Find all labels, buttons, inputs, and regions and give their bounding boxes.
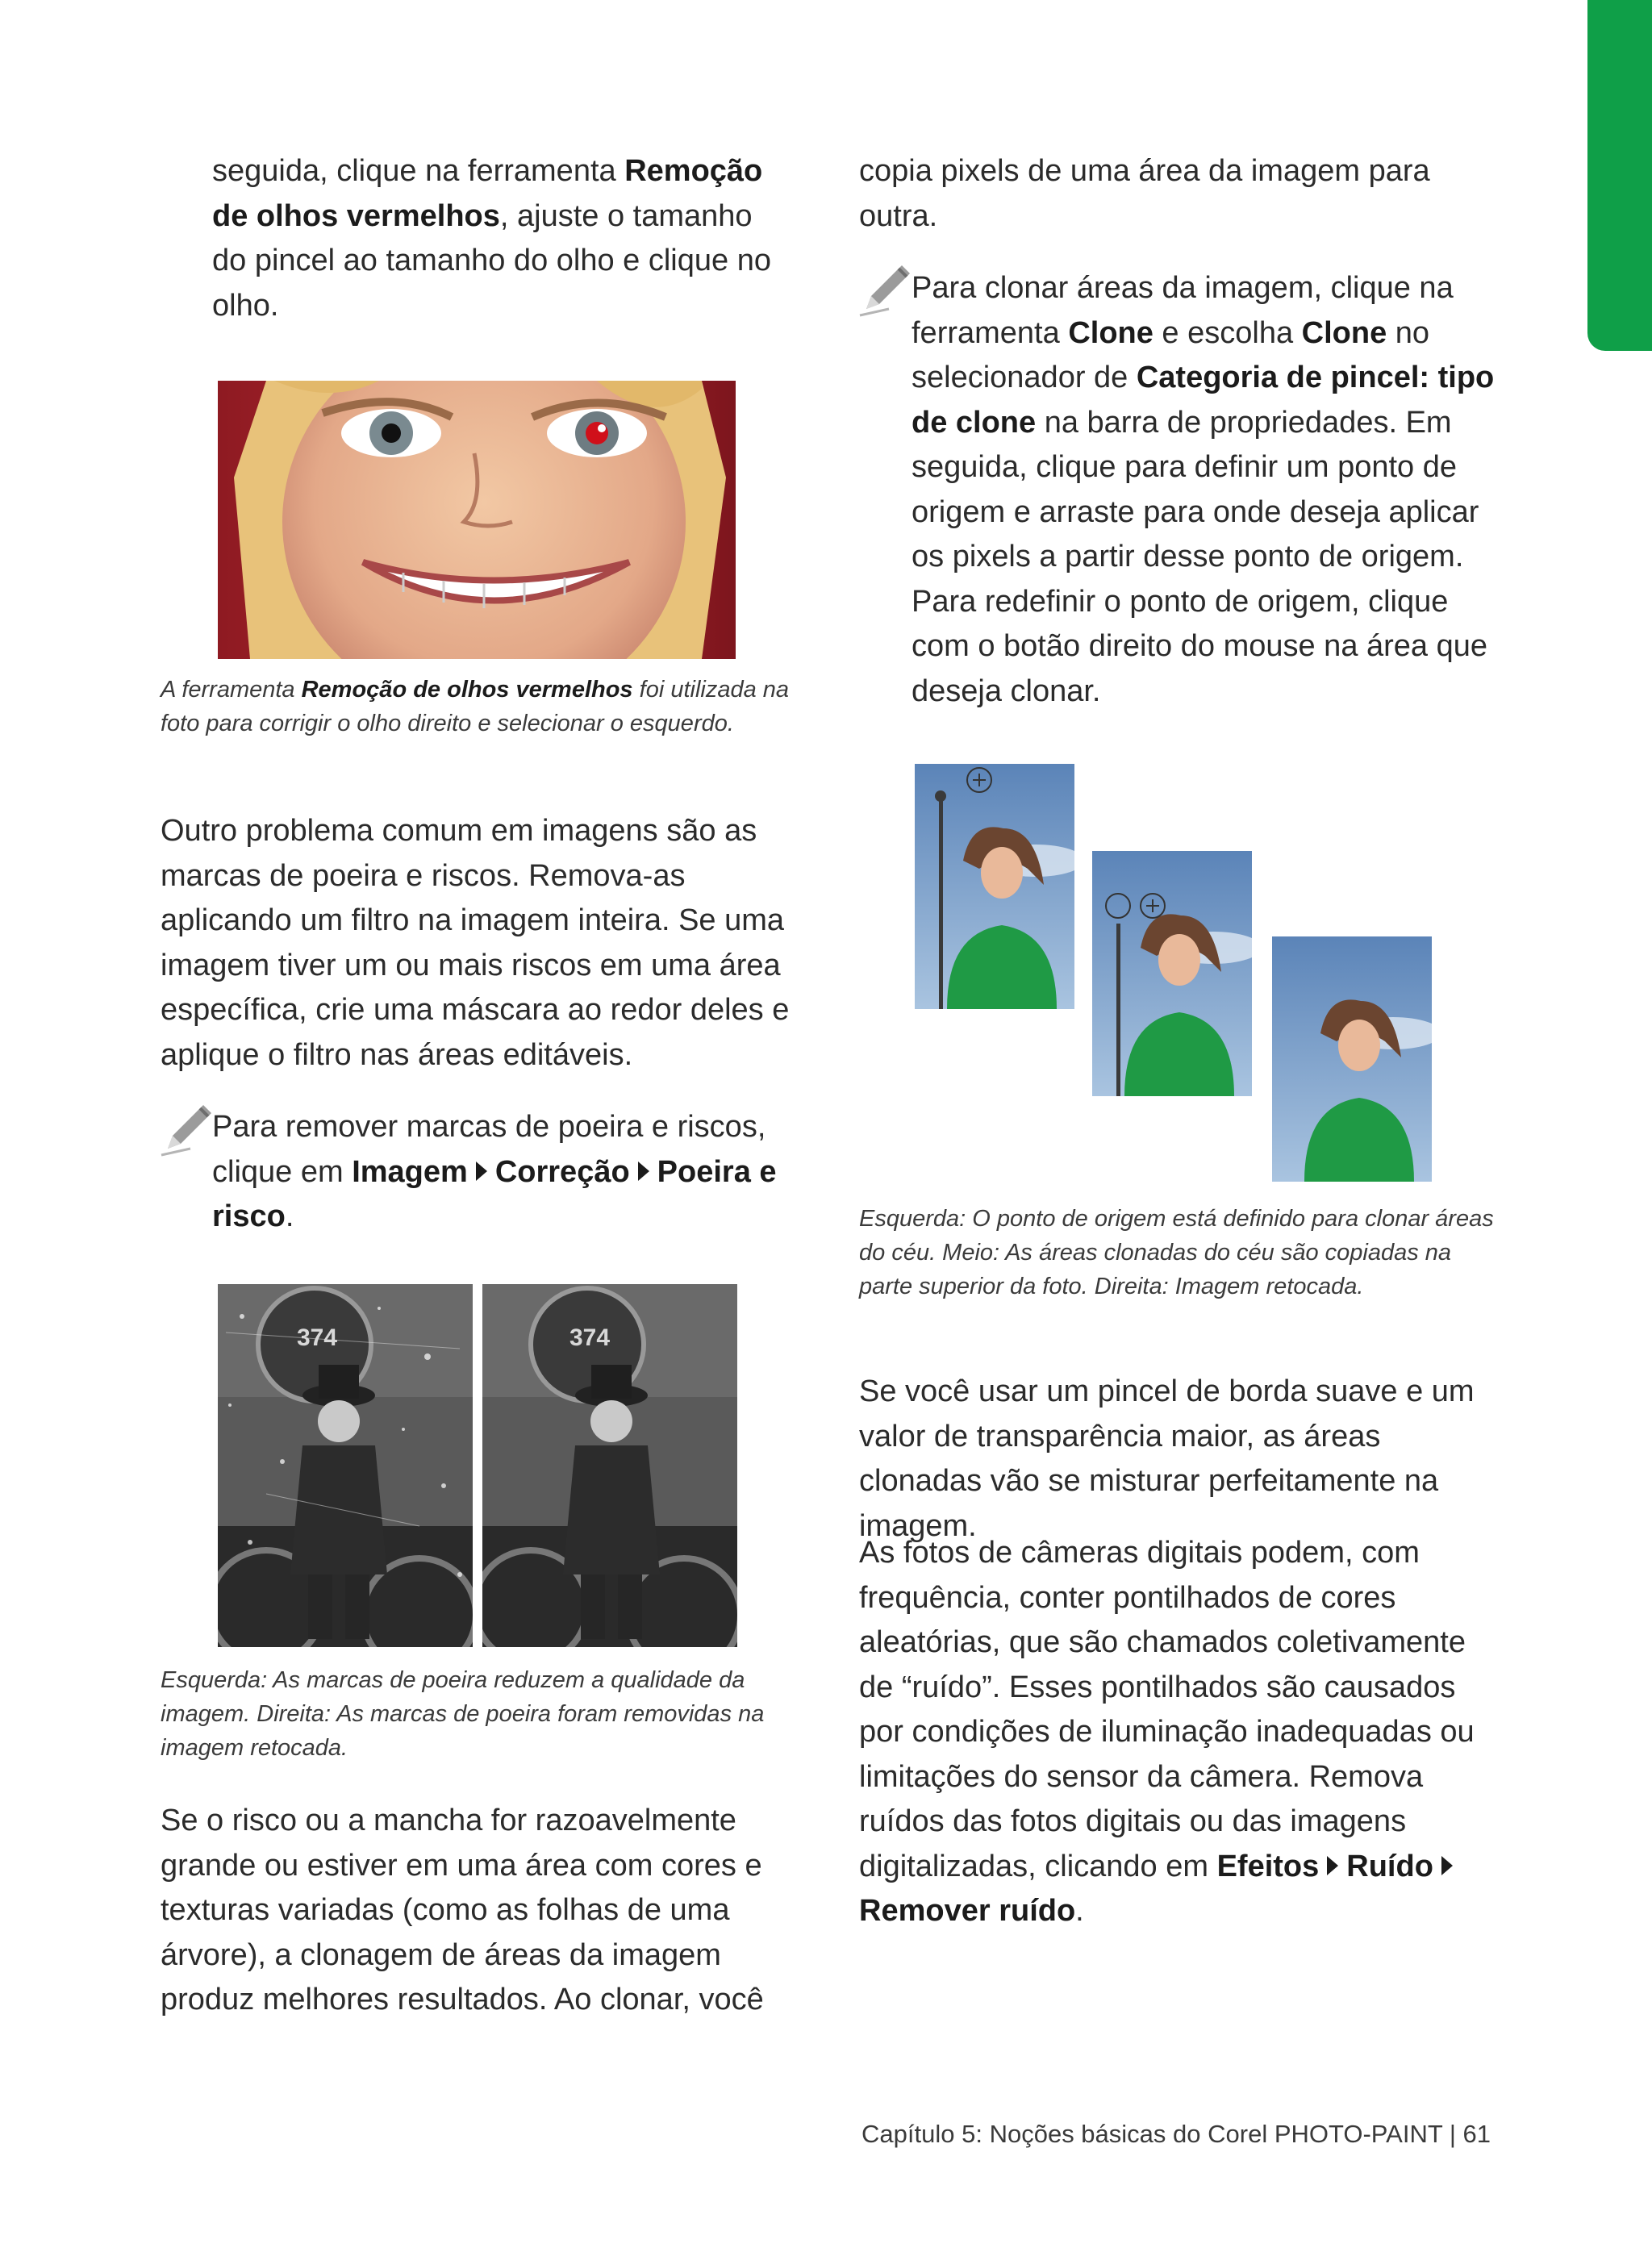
chapter-tab (1587, 0, 1652, 351)
right-paragraph-noise: As fotos de câmeras digitais podem, com frequência, conter pontilhados de cores aleatórias, que são chamados coletivamente de “ruído”. Esses pontilhados são causados por condições de iluminação inadequadas ou limitações do sensor da câmera. Remova ruídos das fotos digitais ou das imagens digitalizadas, clicando em Efeitos RuídoRemover ruído. (859, 1536, 1475, 1928)
left-paragraph-red-eye: seguida, clique na ferramenta Remoção de olhos vermelhos, ajuste o tamanho do pincel ao tamanho do olho e clique no olho. (212, 154, 771, 323)
tip-dust: Para remover marcas de poeira e riscos, clique em Imagem Correção Poeira e risco. (212, 1110, 777, 1233)
clone-retouched-photo (1272, 936, 1432, 1182)
clone-source-photo (915, 764, 1074, 1009)
right-paragraph-soft-brush: Se você usar um pincel de borda suave e um valor de transparência maior, as áreas clonadas vão se misturar perfeitamente na imagem. (859, 1374, 1475, 1543)
clone-middle-photo (1092, 851, 1252, 1096)
caption-dust: Esquerda: As marcas de poeira reduzem a qualidade da imagem. Direita: As marcas de poeira foram removidas na imagem retocada. (161, 1667, 765, 1761)
train-number-label: 374 (569, 1324, 611, 1351)
arrow-right-icon (1441, 1856, 1453, 1875)
caption-red-eye: A ferramenta Remoção de olhos vermelhos foi utilizada na foto para corrigir o olho direito e selecionar o esquerdo. (161, 677, 790, 736)
dust-after-photo (482, 1284, 737, 1647)
page-footer: Capítulo 5: Noções básicas do Corel PHOTO-PAINT | 61 (861, 2120, 1491, 2148)
left-paragraph-clone: Se o risco ou a mancha for razoavelmente grande ou estiver em uma área com cores e texturas variadas (como as folhas de uma árvore), a clonagem de áreas da imagem produz melhores resultados. Ao clonar, você (161, 1804, 764, 2017)
arrow-right-icon (1327, 1856, 1338, 1875)
train-number-label: 374 (297, 1324, 338, 1351)
arrow-right-icon (638, 1162, 649, 1181)
red-eye-photo (218, 381, 736, 659)
dust-before-photo (218, 1284, 473, 1647)
caption-clone: Esquerda: O ponto de origem está definido para clonar áreas do céu. Meio: As áreas clonadas do céu são copiadas na parte superior da foto. Direita: Imagem retocada. (859, 1206, 1494, 1299)
pencil-icon (158, 1100, 216, 1158)
right-paragraph-copy: copia pixels de uma área da imagem para outra. (859, 154, 1430, 233)
tip-clone: Para clonar áreas da imagem, clique na ferramenta Clone e escolha Clone no selecionador de Categoria de pincel: tipo de clone na barra de propriedades. Em seguida, clique para definir um ponto de origem e arraste para onde deseja aplicar os pixels a partir desse ponto de origem. Para redefinir o ponto de origem, clique com o botão direito do mouse na área que deseja clonar. (912, 271, 1495, 708)
arrow-right-icon (476, 1162, 487, 1181)
pencil-icon (857, 261, 915, 319)
left-paragraph-dust: Outro problema comum em imagens são as marcas de poeira e riscos. Remova-as aplicando um filtro na imagem inteira. Se uma imagem tiver um ou mais riscos em uma área específica, crie uma máscara ao redor deles e aplique o filtro nas áreas editáveis. (161, 814, 790, 1072)
